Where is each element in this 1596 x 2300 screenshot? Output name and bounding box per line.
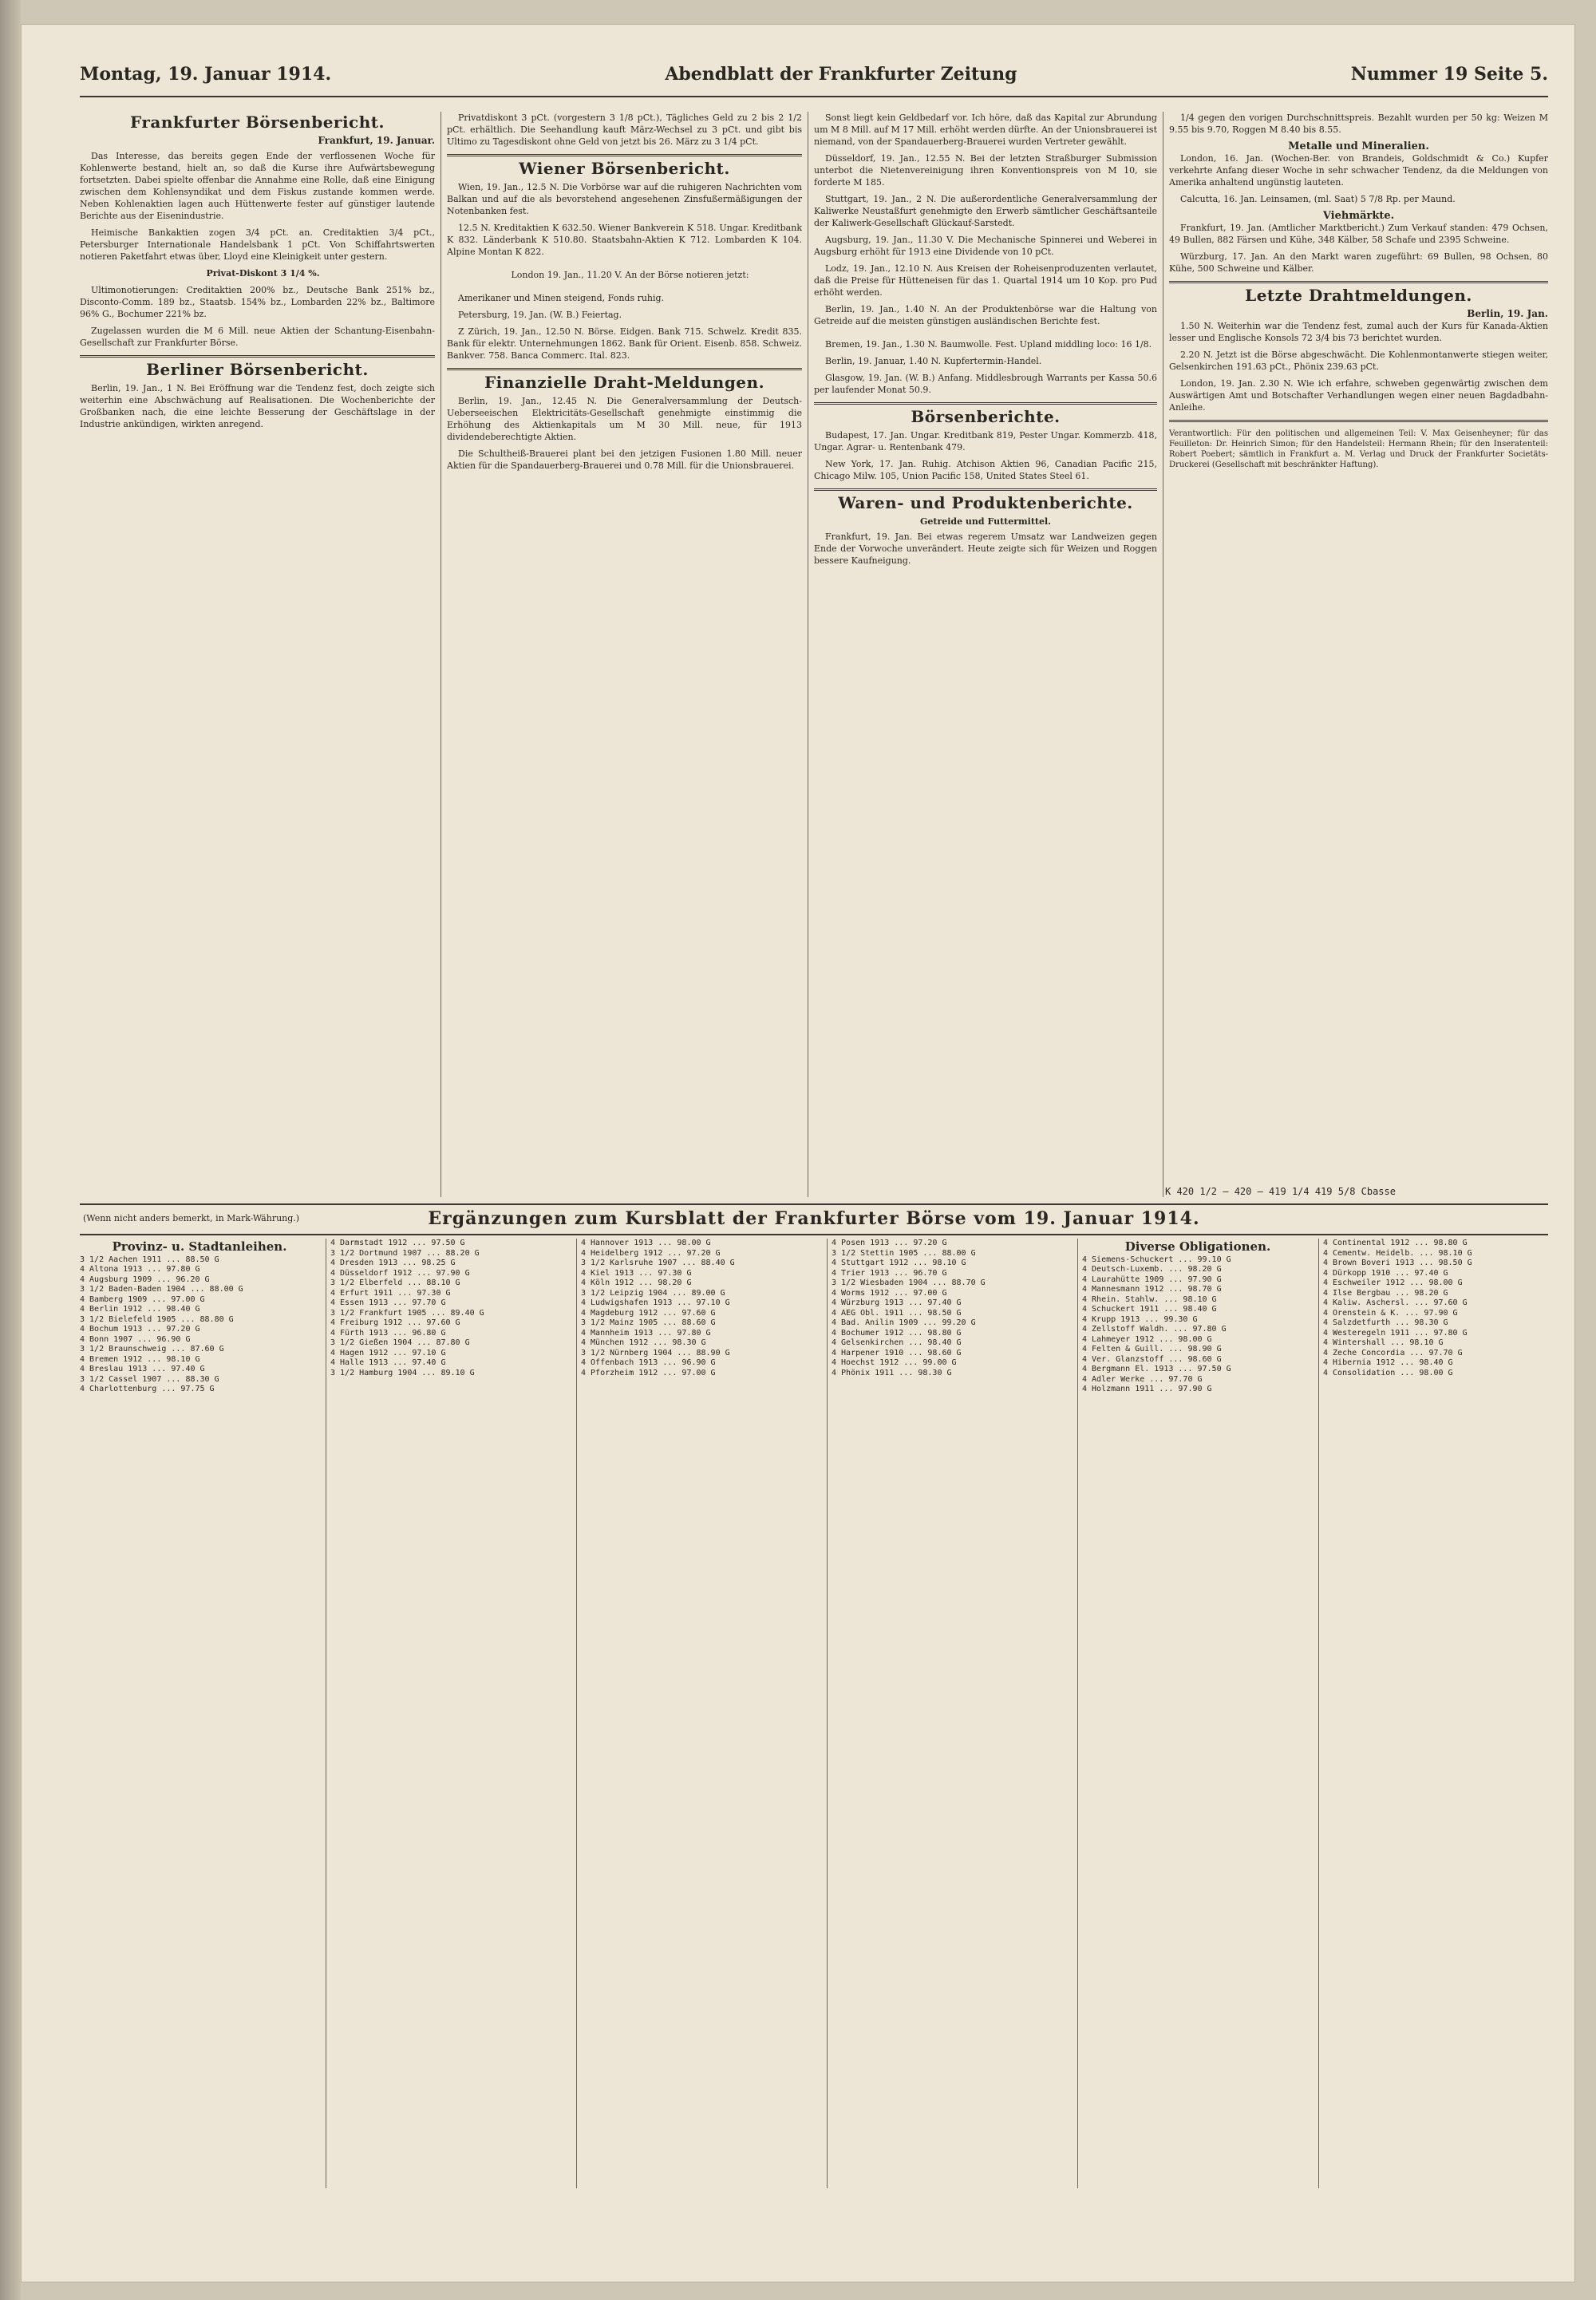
divider (814, 488, 1157, 491)
supplement-header (80, 1203, 1548, 1235)
divider (80, 355, 435, 358)
list-item: 4 Charlottenburg ... 97.75 G (80, 1385, 215, 1393)
list-item: 4 Hibernia 1912 ... 98.40 G (1323, 1358, 1453, 1367)
list-item: 4 Kaliw. Aschersl. ... 97.60 G (1323, 1298, 1468, 1307)
list-column (80, 1239, 319, 2188)
list-item: 4 Laurahütte 1909 ... 97.90 G (1082, 1274, 1222, 1284)
article-paragraph: Sonst liegt kein Geldbedarf vor. Ich höre, daß das Kapital zur Abrundung um M 8 Mill. auf M 17 Mill. erhöht werden dürfte. An der Unionsbrauerei ist niemand, von der Spandauerberg-Brauerei wurden Vertreter gewählt. (814, 113, 1157, 147)
list-item: 4 Lahmeyer 1912 ... 98.00 G (1082, 1334, 1212, 1344)
column-rule (440, 112, 441, 1197)
divider (1169, 420, 1548, 422)
list-item: 4 Rhein. Stahlw. ... 98.10 G (1082, 1294, 1217, 1304)
list-column (1323, 1239, 1548, 2188)
article-paragraph: Calcutta, 16. Jan. Leinsamen, (ml. Saat) 5 7/8 Rp. per Maund. (1180, 194, 1456, 204)
article-paragraph: Budapest, 17. Jan. Ungar. Kreditbank 819, Pester Ungar. Kommerzb. 418, Ungar. Agrar- u. Rentenbank 479. (814, 430, 1157, 452)
article-paragraph: Augsburg, 19. Jan., 11.30 V. Die Mechanische Spinnerei und Weberei in Augsburg erhöht für 1913 eine Dividende von 10 pCt. (814, 235, 1157, 257)
article-paragraph: Frankfurt, 19. Jan. (Amtlicher Marktbericht.) Zum Verkauf standen: 479 Ochsen, 49 Bullen, 882 Färsen und Kühe, 348 Kälber, 58 Schafe und 2395 Schweine. (1169, 223, 1548, 245)
supplement-title: Ergänzungen zum Kursblatt der Frankfurter Börse vom 19. Januar 1914. (428, 1208, 1200, 1229)
article-paragraph: Düsseldorf, 19. Jan., 12.55 N. Bei der letzten Straßburger Submission unterbot die Nietenvereinigung ihren Konventionspreis von M 10, sie forderte M 185. (814, 153, 1157, 188)
list-item: 4 Bamberg 1909 ... 97.00 G (80, 1294, 205, 1304)
masthead-line (80, 64, 1548, 97)
list-item: 3 1/2 Dortmund 1907 ... 88.20 G (330, 1248, 480, 1258)
article-paragraph: Privat-Diskont 3 1/4 %. (206, 268, 320, 279)
column-rule (576, 1239, 577, 2188)
article-paragraph: Glasgow, 19. Jan. (W. B.) Anfang. Middlesbrough Warrants per Kassa 50.6 per laufender Monat 50.9. (814, 373, 1157, 395)
list-item: 4 Mannheim 1913 ... 97.80 G (581, 1328, 711, 1338)
article-paragraph: 2.20 N. Jetzt ist die Börse abgeschwächt. Die Kohlenmontanwerte stiegen weiter, Gelsenkirchen 191.63 pCt., Phönix 239.63 pCt. (1169, 350, 1548, 372)
list-item: 4 Phönix 1911 ... 98.30 G (832, 1368, 952, 1377)
article-paragraph: 12.5 N. Kreditaktien K 632.50. Wiener Bankverein K 518. Ungar. Kreditbank K 832. Länderbank K 510.80. Staatsbahn-Aktien K 712. Lombarden K 104. Alpine Montan K 822. (447, 223, 802, 257)
list-item: 4 Bochum 1913 ... 97.20 G (80, 1325, 200, 1334)
list-item: 4 Dresden 1913 ... 98.25 G (330, 1259, 456, 1267)
dateline: Frankfurt, 19. Januar. (318, 135, 435, 146)
column-3 (814, 112, 1157, 1201)
section-title-frankfurt: Frankfurter Börsenbericht. (130, 113, 385, 132)
list-item: 4 Halle 1913 ... 97.40 G (330, 1358, 446, 1367)
article-paragraph: Berlin, 19. Jan., 12.45 N. Die Generalversammlung der Deutsch-Ueberseeischen Elektricitäts-Gesellschaft genehmigte einstimmig die Erhöhung des Aktienkapitals um M 30 Mill. neue, für 1913 dividendeberechtigte Aktien. (447, 396, 802, 442)
list-column (330, 1239, 570, 2188)
section-title-berlin: Berliner Börsenbericht. (146, 360, 369, 379)
list-item: 4 Wintershall ... 98.10 G (1323, 1338, 1444, 1347)
list-item: 4 Mannesmann 1912 ... 98.70 G (1082, 1285, 1222, 1294)
list-item: 3 1/2 Bielefeld 1905 ... 88.80 G (80, 1314, 234, 1324)
subsection-title: Metalle und Mineralien. (1288, 140, 1429, 152)
list-item: 4 Ilse Bergbau ... 98.20 G (1323, 1288, 1448, 1298)
article-paragraph: Das Interesse, das bereits gegen Ende der verflossenen Woche für Kohlenwerte bestand, hielt an, so daß die Kurse ihre Aufwärtsbewegung fortsetzten. Dabei spielte offenbar die Annahme eine Rolle, daß eine Einigung zwischen dem Kohlensyndikat und dem Fiskus zustande kommen werde. Neben Kohlenaktien lagen auch Hüttenwerte fester auf günstiger lautende Berichte aus der Eisenindustrie. (80, 151, 435, 221)
list-item: 3 1/2 Hamburg 1904 ... 89.10 G (330, 1368, 475, 1377)
article-paragraph: New York, 17. Jan. Ruhig. Atchison Aktien 96, Canadian Pacific 215, Chicago Milw. 105, Union Pacific 158, United States Steel 61. (814, 459, 1157, 481)
column-rule (1318, 1239, 1319, 2188)
article-paragraph: London, 19. Jan. 2.30 N. Wie ich erfahre, schweben gegenwärtig zwischen dem Auswärtigen Amt und Botschafter Verhandlungen wegen einer neuen Bagdadbahn-Anleihe. (1169, 378, 1548, 413)
article-paragraph: Stuttgart, 19. Jan., 2 N. Die außerordentliche Generalversammlung der Kaliwerke Neustaßfurt genehmigte den Erwerb sämtlicher Geschäftsanteile der Kaliwerk-Gesellschaft Glückauf-Sarstedt. (814, 194, 1157, 228)
article-paragraph: 1.50 N. Weiterhin war die Tendenz fest, zumal auch der Kurs für Kanada-Aktien lesser und Englische Konsols 72 3/4 bis 73 berichtet wurden. (1169, 321, 1548, 343)
page-spine-shadow (0, 0, 21, 2300)
article-paragraph: Ultimonotierungen: Creditaktien 200% bz., Deutsche Bank 251% bz., Disconto-Comm. 189 bz., Staatsb. 154% bz., Lombarden 22% bz., Baltimore 96% G., Bochumer 221% bz. (80, 285, 435, 319)
list-item: 4 Felten & Guill. ... 98.90 G (1082, 1345, 1222, 1354)
list-item: 4 Berlin 1912 ... 98.40 G (80, 1305, 200, 1314)
list-item: 4 Consolidation ... 98.00 G (1323, 1368, 1453, 1377)
list-item: 3 1/2 Baden-Baden 1904 ... 88.00 G (80, 1285, 243, 1294)
list-item: 3 1/2 Mainz 1905 ... 88.60 G (581, 1318, 716, 1327)
article-paragraph: Frankfurt, 19. Jan. Bei etwas regerem Umsatz war Landweizen gegen Ende der Vorwoche unverändert. Heute zeigte sich für Weizen und Roggen bessere Kaufneigung. (814, 532, 1157, 566)
list-item: 3 1/2 Cassel 1907 ... 88.30 G (80, 1374, 219, 1384)
section-title-wien: Wiener Börsenbericht. (519, 159, 730, 178)
list-column (581, 1239, 820, 2188)
list-item: 4 Bad. Anilin 1909 ... 99.20 G (832, 1318, 976, 1327)
list-item: 4 Bergmann El. 1913 ... 97.50 G (1082, 1365, 1231, 1373)
issue-date: Montag, 19. Januar 1914. (80, 64, 332, 85)
supplement-note: (Wenn nicht anders bemerkt, in Mark-Währung.) (83, 1213, 300, 1223)
list-column (832, 1239, 1071, 2188)
list-item: 4 Trier 1913 ... 96.70 G (832, 1268, 947, 1278)
list-item: 4 Dürkopp 1910 ... 97.40 G (1323, 1268, 1448, 1278)
list-item: 4 Düsseldorf 1912 ... 97.90 G (330, 1268, 470, 1278)
list-item: 4 Pforzheim 1912 ... 97.00 G (581, 1368, 716, 1377)
list-item: 4 AEG Obl. 1911 ... 98.50 G (832, 1308, 962, 1318)
list-item: 4 Hannover 1913 ... 98.00 G (581, 1239, 711, 1247)
list-item: 4 Heidelberg 1912 ... 97.20 G (581, 1248, 721, 1258)
article-paragraph: Amerikaner und Minen steigend, Fonds ruhig. (458, 293, 665, 303)
list-item: 4 Westeregeln 1911 ... 97.80 G (1323, 1328, 1468, 1338)
list-item: 4 Posen 1913 ... 97.20 G (832, 1239, 947, 1247)
list-item: 4 Würzburg 1913 ... 97.40 G (832, 1298, 962, 1307)
list-item: 4 Magdeburg 1912 ... 97.60 G (581, 1308, 716, 1318)
list-item: 4 Altona 1913 ... 97.80 G (80, 1265, 200, 1274)
price-strip: K 420 1/2 — 420 — 419 1/4 419 5/8 Cbasse (1165, 1186, 1396, 1197)
list-item: 4 Ver. Glanzstoff ... 98.60 G (1082, 1354, 1222, 1364)
list-item: 3 1/2 Wiesbaden 1904 ... 88.70 G (832, 1278, 986, 1287)
list-item: 4 Krupp 1913 ... 99.30 G (1082, 1314, 1198, 1324)
list-item: 4 Schuckert 1911 ... 98.40 G (1082, 1305, 1217, 1314)
list-item: 4 Zeche Concordia ... 97.70 G (1323, 1348, 1463, 1357)
section-title-letzte: Letzte Drahtmeldungen. (1245, 286, 1472, 305)
list-item: 3 1/2 Gießen 1904 ... 87.80 G (330, 1338, 470, 1347)
page-number: Nummer 19 Seite 5. (1350, 64, 1548, 85)
list-item: 3 1/2 Leipzig 1904 ... 89.00 G (581, 1288, 725, 1298)
list-item: 3 1/2 Aachen 1911 ... 88.50 G (80, 1255, 219, 1264)
list-item: 4 Siemens-Schuckert ... 99.10 G (1082, 1255, 1231, 1264)
list-item: 4 Adler Werke ... 97.70 G (1082, 1374, 1203, 1384)
divider (447, 154, 802, 156)
section-title-boersenberichte: Börsenberichte. (911, 407, 1061, 426)
subsection-title: Getreide und Futtermittel. (919, 516, 1052, 527)
dateline: Berlin, 19. Jan. (1467, 308, 1548, 319)
list-item: 4 Breslau 1913 ... 97.40 G (80, 1365, 205, 1373)
list-item: 3 1/2 Nürnberg 1904 ... 88.90 G (581, 1348, 730, 1357)
list-section-title: Diverse Obligationen. (1124, 1239, 1271, 1254)
list-item: 4 Deutsch-Luxemb. ... 98.20 G (1082, 1265, 1222, 1274)
article-paragraph: Berlin, 19. Jan., 1.40 N. An der Produktenbörse war die Haltung von Getreide auf die meisten günstigen ausländischen Berichte fest. (814, 304, 1157, 326)
section-title-waren: Waren- und Produktenberichte. (838, 493, 1133, 512)
list-item: 3 1/2 Stettin 1905 ... 88.00 G (832, 1248, 976, 1258)
column-1 (80, 112, 435, 1201)
divider (447, 368, 802, 370)
article-paragraph: London, 16. Jan. (Wochen-Ber. von Brandeis, Goldschmidt & Co.) Kupfer verkehrte Anfang dieser Woche in sehr schwacher Tendenz, da die Meldungen von Amerika anhaltend ungünstig lauteten. (1169, 153, 1548, 188)
list-item: 3 1/2 Elberfeld ... 88.10 G (330, 1278, 460, 1287)
list-item: 4 Hagen 1912 ... 97.10 G (330, 1348, 446, 1357)
article-paragraph: Zugelassen wurden die M 6 Mill. neue Aktien der Schantung-Eisenbahn-Gesellschaft zur Frankfurter Börse. (80, 326, 435, 348)
column-rule (827, 1239, 828, 2188)
list-item: 4 Darmstadt 1912 ... 97.50 G (330, 1239, 465, 1247)
list-item: 4 Bonn 1907 ... 96.90 G (80, 1334, 191, 1344)
list-item: 4 Offenbach 1913 ... 96.90 G (581, 1358, 716, 1367)
list-item: 4 Worms 1912 ... 97.00 G (832, 1288, 947, 1298)
column-4 (1169, 112, 1548, 1181)
article-paragraph: Privatdiskont 3 pCt. (vorgestern 3 1/8 pCt.), Tägliches Geld zu 2 bis 2 1/2 pCt. erhältlich. Die Seehandlung kauft März-Wechsel zu 3 pCt. und gibt bis Ultimo zu Tagesdiskont ohne Geld von jetzt bis 26. März zu 3 1/4 pCt. (447, 113, 802, 147)
list-item: 4 Bremen 1912 ... 98.10 G (80, 1354, 200, 1364)
list-column (1082, 1239, 1314, 2188)
list-item: 4 Köln 1912 ... 98.20 G (581, 1278, 692, 1287)
list-section-title: Provinz- u. Stadtanleihen. (112, 1239, 287, 1254)
list-item: 4 Cementw. Heidelb. ... 98.10 G (1323, 1248, 1472, 1258)
list-item: 4 Eschweiler 1912 ... 98.00 G (1323, 1278, 1463, 1287)
column-2 (447, 112, 802, 1201)
article-paragraph: London 19. Jan., 11.20 V. An der Börse notieren jetzt: (511, 270, 749, 280)
article-paragraph: Die Schultheiß-Brauerei plant bei den jetzigen Fusionen 1.80 Mill. neuer Aktien für die Spandauerberg-Brauerei und 0.78 Mill. für die Unionsbrauerei. (447, 449, 802, 471)
divider (814, 402, 1157, 405)
article-paragraph: Berlin, 19. Januar, 1.40 N. Kupfertermin-Handel. (825, 356, 1042, 366)
list-item: 4 Kiel 1913 ... 97.30 G (581, 1268, 692, 1278)
list-item: 4 München 1912 ... 98.30 G (581, 1338, 706, 1347)
list-item: 4 Salzdetfurth ... 98.30 G (1323, 1318, 1448, 1327)
article-paragraph: Würzburg, 17. Jan. An den Markt waren zugeführt: 69 Bullen, 98 Ochsen, 80 Kühe, 500 Schweine und Kälber. (1169, 251, 1548, 274)
subsection-title: Viehmärkte. (1322, 210, 1395, 222)
list-item: 4 Zellstoff Waldh. ... 97.80 G (1082, 1325, 1227, 1334)
section-title-draht: Finanzielle Draht-Meldungen. (484, 373, 765, 392)
list-item: 4 Holzmann 1911 ... 97.90 G (1082, 1385, 1212, 1393)
article-paragraph: Berlin, 19. Jan., 1 N. Bei Eröffnung war die Tendenz fest, doch zeigte sich weiterhin eine Abschwächung auf Realisationen. Die Wochenberichte der Großbanken nach, die eine leichte Besserung der Geschäftslage in der Industrie ankündigen, wirkten anregend. (80, 383, 435, 429)
article-paragraph: 1/4 gegen den vorigen Durchschnittspreis. Bezahlt wurden per 50 kg: Weizen M 9.55 bis 9.70, Roggen M 8.40 bis 8.55. (1169, 113, 1548, 135)
article-paragraph: Petersburg, 19. Jan. (W. B.) Feiertag. (458, 310, 622, 320)
article-paragraph: Z Zürich, 19. Jan., 12.50 N. Börse. Eidgen. Bank 715. Schwelz. Kredit 835. Bank für elektr. Unternehmungen 1862. Bank für Orient. Eisenb. 858. Schweiz. Bankver. 758. Banca Commerc. Ital. 823. (447, 326, 802, 361)
list-item: 4 Gelsenkirchen ... 98.40 G (832, 1338, 962, 1347)
list-item: 4 Essen 1913 ... 97.70 G (330, 1298, 446, 1307)
list-item: 4 Brown Boveri 1913 ... 98.50 G (1323, 1259, 1472, 1267)
list-item: 4 Continental 1912 ... 98.80 G (1323, 1239, 1468, 1247)
list-item: 4 Ludwigshafen 1913 ... 97.10 G (581, 1298, 730, 1307)
imprint: Verantwortlich: Für den politischen und allgemeinen Teil: V. Max Geisenheyner; für das Feuilleton: Dr. Heinrich Simon; für den Handelsteil: Hermann Rhein; für den Inseratenteil: Robert Poebert; sämtlich in Frankfurt a. M. Verlag und Druck der Frankfurter Societäts-Druckerei (Gesellschaft mit beschränkter Haftung). (1169, 429, 1548, 469)
list-item: 4 Bochumer 1912 ... 98.80 G (832, 1328, 962, 1338)
list-item: 4 Freiburg 1912 ... 97.60 G (330, 1318, 460, 1327)
list-item: 4 Orenstein & K. ... 97.90 G (1323, 1308, 1458, 1318)
list-item: 4 Fürth 1913 ... 96.80 G (330, 1328, 446, 1338)
list-item: 3 1/2 Frankfurt 1905 ... 89.40 G (330, 1308, 484, 1318)
list-item: 3 1/2 Braunschweig ... 87.60 G (80, 1345, 224, 1354)
article-paragraph: Heimische Bankaktien zogen 3/4 pCt. an. Creditaktien 3/4 pCt., Petersburger Internationale Handelsbank 1 pCt. Von Schiffahrtswerten notieren Paketfahrt etwas über, Lloyd eine Kleinigkeit unter gestern. (80, 227, 435, 262)
article-paragraph: Bremen, 19. Jan., 1.30 N. Baumwolle. Fest. Upland middling loco: 16 1/8. (825, 339, 1152, 350)
list-item: 4 Harpener 1910 ... 98.60 G (832, 1348, 962, 1357)
list-item: 4 Hoechst 1912 ... 99.00 G (832, 1358, 957, 1367)
article-paragraph: Lodz, 19. Jan., 12.10 N. Aus Kreisen der Roheisenproduzenten verlautet, daß die Preise für Hütteneisen für das 1. Quartal 1914 um 10 Kop. pro Pud erhöht werden. (814, 263, 1157, 298)
article-paragraph: Wien, 19. Jan., 12.5 N. Die Vorbörse war auf die ruhigeren Nachrichten vom Balkan und auf die als bevorstehend angesehenen Zinsfußermäßigungen der Notenbanken fest. (447, 182, 802, 216)
list-item: 4 Stuttgart 1912 ... 98.10 G (832, 1259, 966, 1267)
paper-title: Abendblatt der Frankfurter Zeitung (665, 64, 1017, 85)
divider (1169, 281, 1548, 283)
list-item: 4 Erfurt 1911 ... 97.30 G (330, 1288, 451, 1298)
list-item: 4 Augsburg 1909 ... 96.20 G (80, 1274, 210, 1284)
list-item: 3 1/2 Karlsruhe 1907 ... 88.40 G (581, 1259, 735, 1267)
column-rule (1077, 1239, 1078, 2188)
